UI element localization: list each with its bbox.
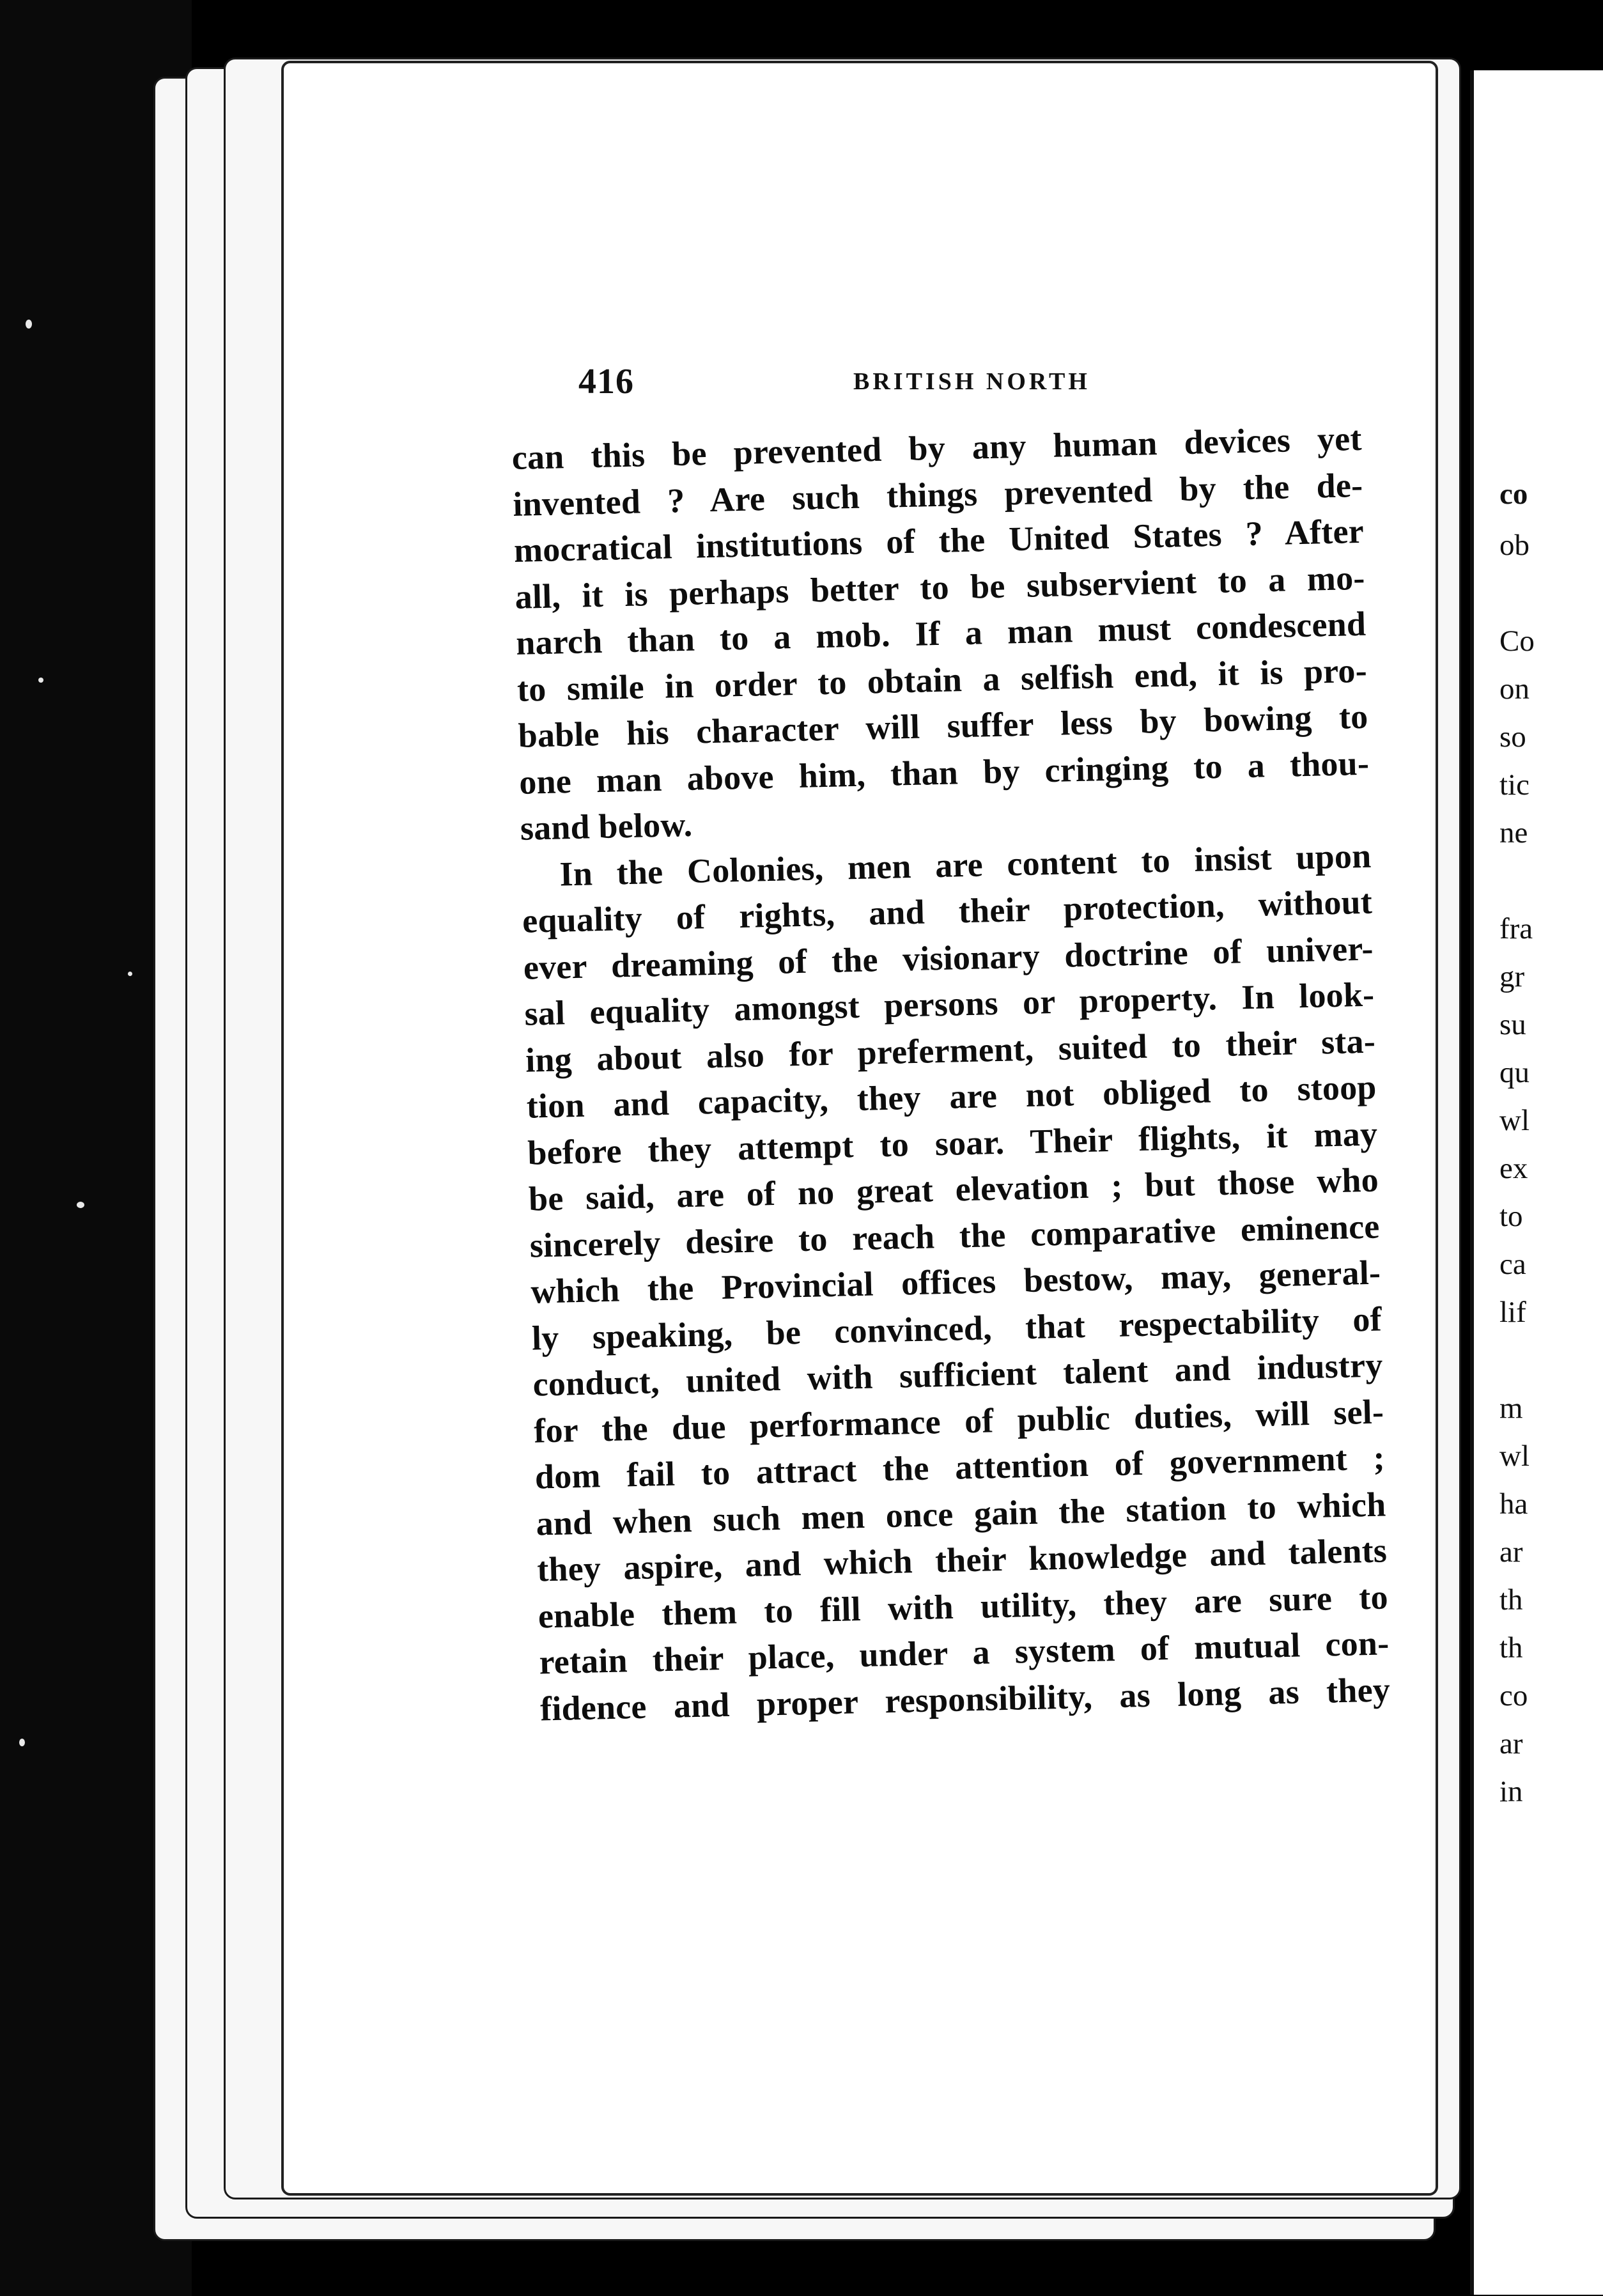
facing-fragment: in: [1499, 1775, 1523, 1808]
body-text: [511, 415, 1391, 1732]
text-line: sand below.: [520, 805, 693, 848]
text-line: invented ? Are such things prevented by the de-: [512, 465, 1363, 524]
facing-fragment: su: [1499, 1008, 1526, 1041]
text-line: before they attempt to soar. Their flights, it may: [527, 1114, 1378, 1172]
text-line: sincerely desire to reach the comparative eminence: [529, 1207, 1381, 1265]
binding-speck: [77, 1202, 84, 1208]
text-line: In the Colonies, men are content to insist upon: [559, 836, 1372, 893]
facing-fragment: ex: [1499, 1152, 1528, 1185]
binding-speck: [26, 320, 32, 329]
text-line: for the due performance of public duties, will sel-: [533, 1392, 1384, 1450]
text-line: equality of rights, and their protection, without: [522, 882, 1373, 940]
facing-fragment: th: [1499, 1631, 1523, 1664]
text-line: and when such men once gain the station to which: [535, 1484, 1386, 1543]
facing-fragment: lif: [1499, 1296, 1526, 1329]
facing-fragment: ar: [1499, 1535, 1523, 1569]
text-line: tion and capacity, they are not obliged to stoop: [526, 1067, 1377, 1126]
facing-fragment: m: [1499, 1392, 1523, 1425]
text-line: narch than to a mob. If a man must condescend: [515, 604, 1367, 662]
facing-fragment: qu: [1499, 1056, 1529, 1089]
facing-fragment: ha: [1499, 1487, 1528, 1521]
text-line: can this be prevented by any human devices yet: [511, 419, 1363, 477]
facing-fragment: co: [1499, 477, 1528, 511]
text-line: bable his character will suffer less by bowing to: [518, 697, 1369, 755]
text-line: fidence and proper responsibility, as long as they: [539, 1670, 1391, 1728]
facing-fragment: wl: [1499, 1104, 1529, 1137]
facing-fragment: on: [1499, 672, 1529, 706]
facing-fragment: Co: [1499, 624, 1535, 658]
facing-fragment: gr: [1499, 960, 1525, 993]
text-line: mocratical institutions of the United States ? After: [513, 511, 1365, 570]
binding-speck: [19, 1739, 25, 1746]
text-line: enable them to fill with utility, they are sure to: [538, 1577, 1389, 1636]
text-line: ly speaking, be convinced, that respectability of: [531, 1299, 1382, 1358]
text-line: to smile in order to obtain a selfish end, it is pro-: [516, 651, 1368, 709]
running-head: BRITISH NORTH: [853, 368, 1090, 395]
text-line: dom fail to attract the attention of government ;: [534, 1438, 1386, 1496]
facing-fragment: ar: [1499, 1727, 1523, 1760]
text-line: which the Provincial offices bestow, may, general-: [530, 1253, 1381, 1311]
text-line: they aspire, and which their knowledge and talents: [536, 1531, 1388, 1589]
facing-page: [1470, 70, 1603, 2295]
text-line: ing about also for preferment, suited to their sta-: [525, 1021, 1376, 1080]
text-line: retain their place, under a system of mutual con-: [538, 1624, 1390, 1682]
facing-fragment: ca: [1499, 1248, 1526, 1281]
facing-fragment: ob: [1499, 529, 1529, 562]
facing-fragment: th: [1499, 1583, 1523, 1617]
text-line: one man above him, than by cringing to a thou-: [518, 743, 1370, 802]
facing-fragment: co: [1499, 1679, 1528, 1712]
facing-fragment: fra: [1499, 912, 1533, 945]
text-line: sal equality amongst persons or property. In look-: [523, 975, 1375, 1033]
binding-speck: [128, 972, 132, 976]
binding-speck: [38, 678, 43, 683]
facing-fragment: tic: [1499, 768, 1529, 802]
text-line: be said, are of no great elevation ; but those who: [528, 1160, 1379, 1218]
facing-fragment: so: [1499, 720, 1526, 754]
text-line: all, it is perhaps better to be subservient to a mo-: [515, 558, 1366, 616]
text-line: ever dreaming of the visionary doctrine of univer-: [523, 929, 1374, 987]
page-number: 416: [578, 362, 634, 401]
facing-fragment: to: [1499, 1200, 1523, 1233]
facing-fragment: ne: [1499, 816, 1528, 849]
page-header: [578, 361, 1377, 406]
facing-fragment: wl: [1499, 1439, 1529, 1473]
text-line: conduct, united with sufficient talent and industry: [532, 1346, 1384, 1404]
